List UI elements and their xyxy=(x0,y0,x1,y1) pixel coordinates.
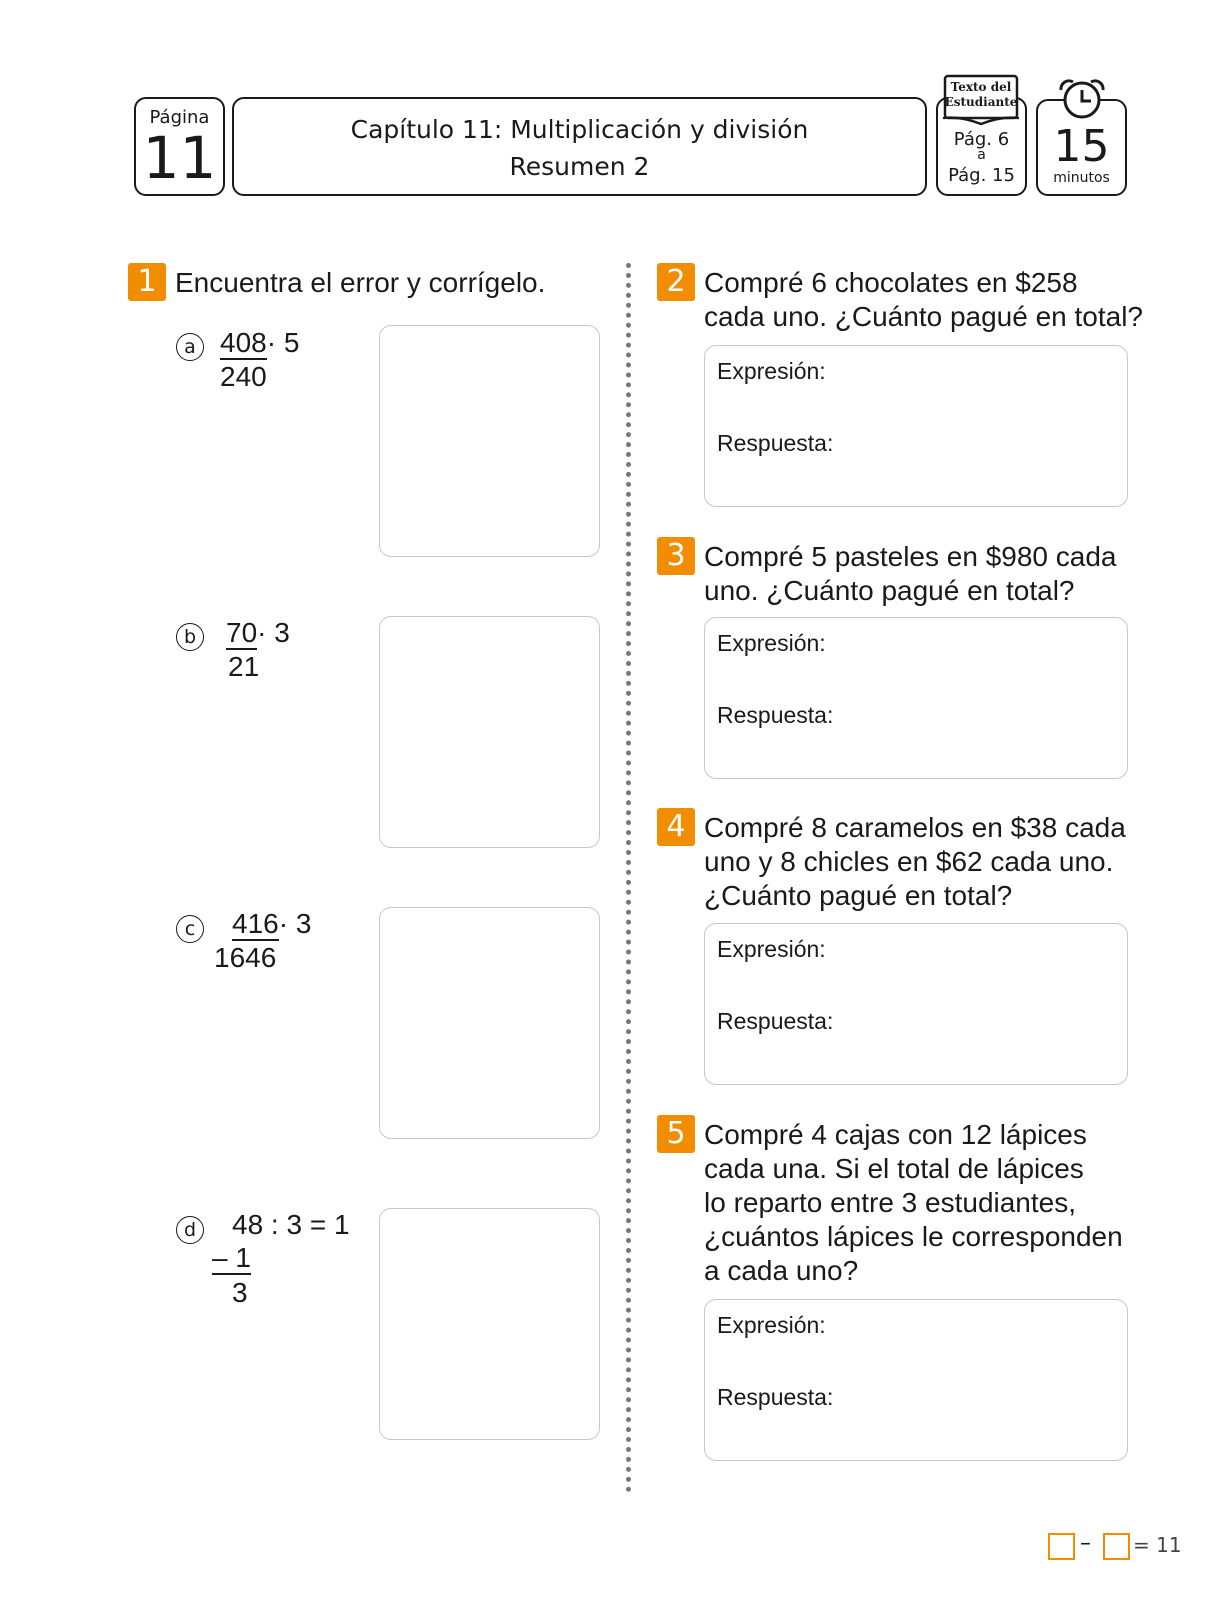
footer-square-1 xyxy=(1048,1533,1075,1560)
question-2-line1: Compré 6 chocolates en $258 xyxy=(704,267,1078,298)
question-5-expression-label: Expresión: xyxy=(717,1312,826,1338)
item-a-factor: 408 xyxy=(220,327,267,358)
question-2-answer-label: Respuesta: xyxy=(717,430,834,456)
time-unit: minutos xyxy=(1053,170,1110,186)
item-b-multiplier: · 3 xyxy=(257,617,290,648)
item-d-subtraction: – 1 xyxy=(212,1242,251,1273)
chapter-subtitle: Resumen 2 xyxy=(509,152,650,181)
footer-page-equation: = 11 xyxy=(1133,1533,1182,1557)
chapter-title-box xyxy=(232,97,927,196)
item-c-label: c xyxy=(176,915,204,943)
item-b-line1 xyxy=(226,616,290,650)
question-2-expression-label: Expresión: xyxy=(717,358,826,384)
question-5-line4: ¿cuántos lápices le corresponden xyxy=(704,1221,1123,1252)
question-5-badge: 5 xyxy=(657,1115,695,1153)
item-c-line1 xyxy=(232,907,311,941)
question-5-line2: cada una. Si el total de lápices xyxy=(704,1153,1084,1184)
question-1-prompt: Encuentra el error y corrígelo. xyxy=(175,267,546,298)
item-c-line2: 1646 xyxy=(214,942,277,973)
item-d-work-box[interactable] xyxy=(379,1208,600,1440)
item-d-line1: 48 : 3 = 1 xyxy=(232,1209,350,1240)
question-4-line3: ¿Cuánto pagué en total? xyxy=(704,880,1013,911)
item-a-line2: 240 xyxy=(220,361,267,392)
item-a-label: a xyxy=(176,333,204,361)
question-4-line1: Compré 8 caramelos en $38 cada xyxy=(704,812,1126,843)
question-3-expression-label: Expresión: xyxy=(717,630,826,656)
item-a-multiplier: · 5 xyxy=(266,327,300,358)
column-divider xyxy=(626,263,631,1493)
question-4-line2: uno y 8 chicles en $62 cada uno. xyxy=(704,846,1114,877)
question-3-line1: Compré 5 pasteles en $980 cada xyxy=(704,541,1117,572)
item-c-work-box[interactable] xyxy=(379,907,600,1139)
question-5-answer-box[interactable] xyxy=(704,1299,1128,1461)
question-5-line3: lo reparto entre 3 estudiantes, xyxy=(704,1187,1077,1218)
item-d-label: d xyxy=(176,1216,204,1244)
question-4-expression-label: Expresión: xyxy=(717,936,826,962)
question-4-answer-box[interactable] xyxy=(704,923,1128,1085)
question-2-line2: cada uno. ¿Cuánto pagué en total? xyxy=(704,301,1144,332)
page-label: Página xyxy=(149,107,210,128)
footer-minus: – xyxy=(1080,1531,1091,1556)
item-d-line3: 3 xyxy=(232,1277,248,1308)
pages-from: Pág. 6 xyxy=(953,129,1010,150)
question-4-answer-label: Respuesta: xyxy=(717,1008,834,1034)
question-2-badge: 2 xyxy=(657,263,695,301)
alarm-clock-icon xyxy=(1055,76,1109,120)
book-label-line1: Texto del xyxy=(950,80,1012,94)
time-value: 15 xyxy=(1053,121,1110,172)
question-3-answer-box[interactable] xyxy=(704,617,1128,779)
item-c-factor: 416 xyxy=(232,908,279,939)
item-b-factor: 70 xyxy=(226,617,258,648)
item-d-line2 xyxy=(212,1241,251,1275)
question-3-line2: uno. ¿Cuánto pagué en total? xyxy=(704,575,1075,606)
item-b-label: b xyxy=(176,623,204,651)
question-3-answer-label: Respuesta: xyxy=(717,702,834,728)
pages-separator: a xyxy=(977,147,986,163)
item-b-work-box[interactable] xyxy=(379,616,600,848)
question-5-answer-label: Respuesta: xyxy=(717,1384,834,1410)
item-a-line1 xyxy=(220,326,299,360)
question-5-line1: Compré 4 cajas con 12 lápices xyxy=(704,1119,1087,1150)
book-label-line2: Estudiante xyxy=(944,95,1018,109)
question-3-badge: 3 xyxy=(657,537,695,575)
footer-square-2 xyxy=(1103,1533,1130,1560)
question-4-badge: 4 xyxy=(657,808,695,846)
question-5-line5: a cada uno? xyxy=(704,1255,859,1286)
question-1-badge: 1 xyxy=(128,263,166,301)
question-2-answer-box[interactable] xyxy=(704,345,1128,507)
page-number-box xyxy=(134,97,225,196)
chapter-title: Capítulo 11: Multiplicación y división xyxy=(350,115,809,144)
item-c-multiplier: · 3 xyxy=(278,908,312,939)
item-a-work-box[interactable] xyxy=(379,325,600,557)
item-b-line2: 21 xyxy=(228,651,260,682)
page-number: 11 xyxy=(142,124,217,192)
pages-to: Pág. 15 xyxy=(948,165,1015,186)
